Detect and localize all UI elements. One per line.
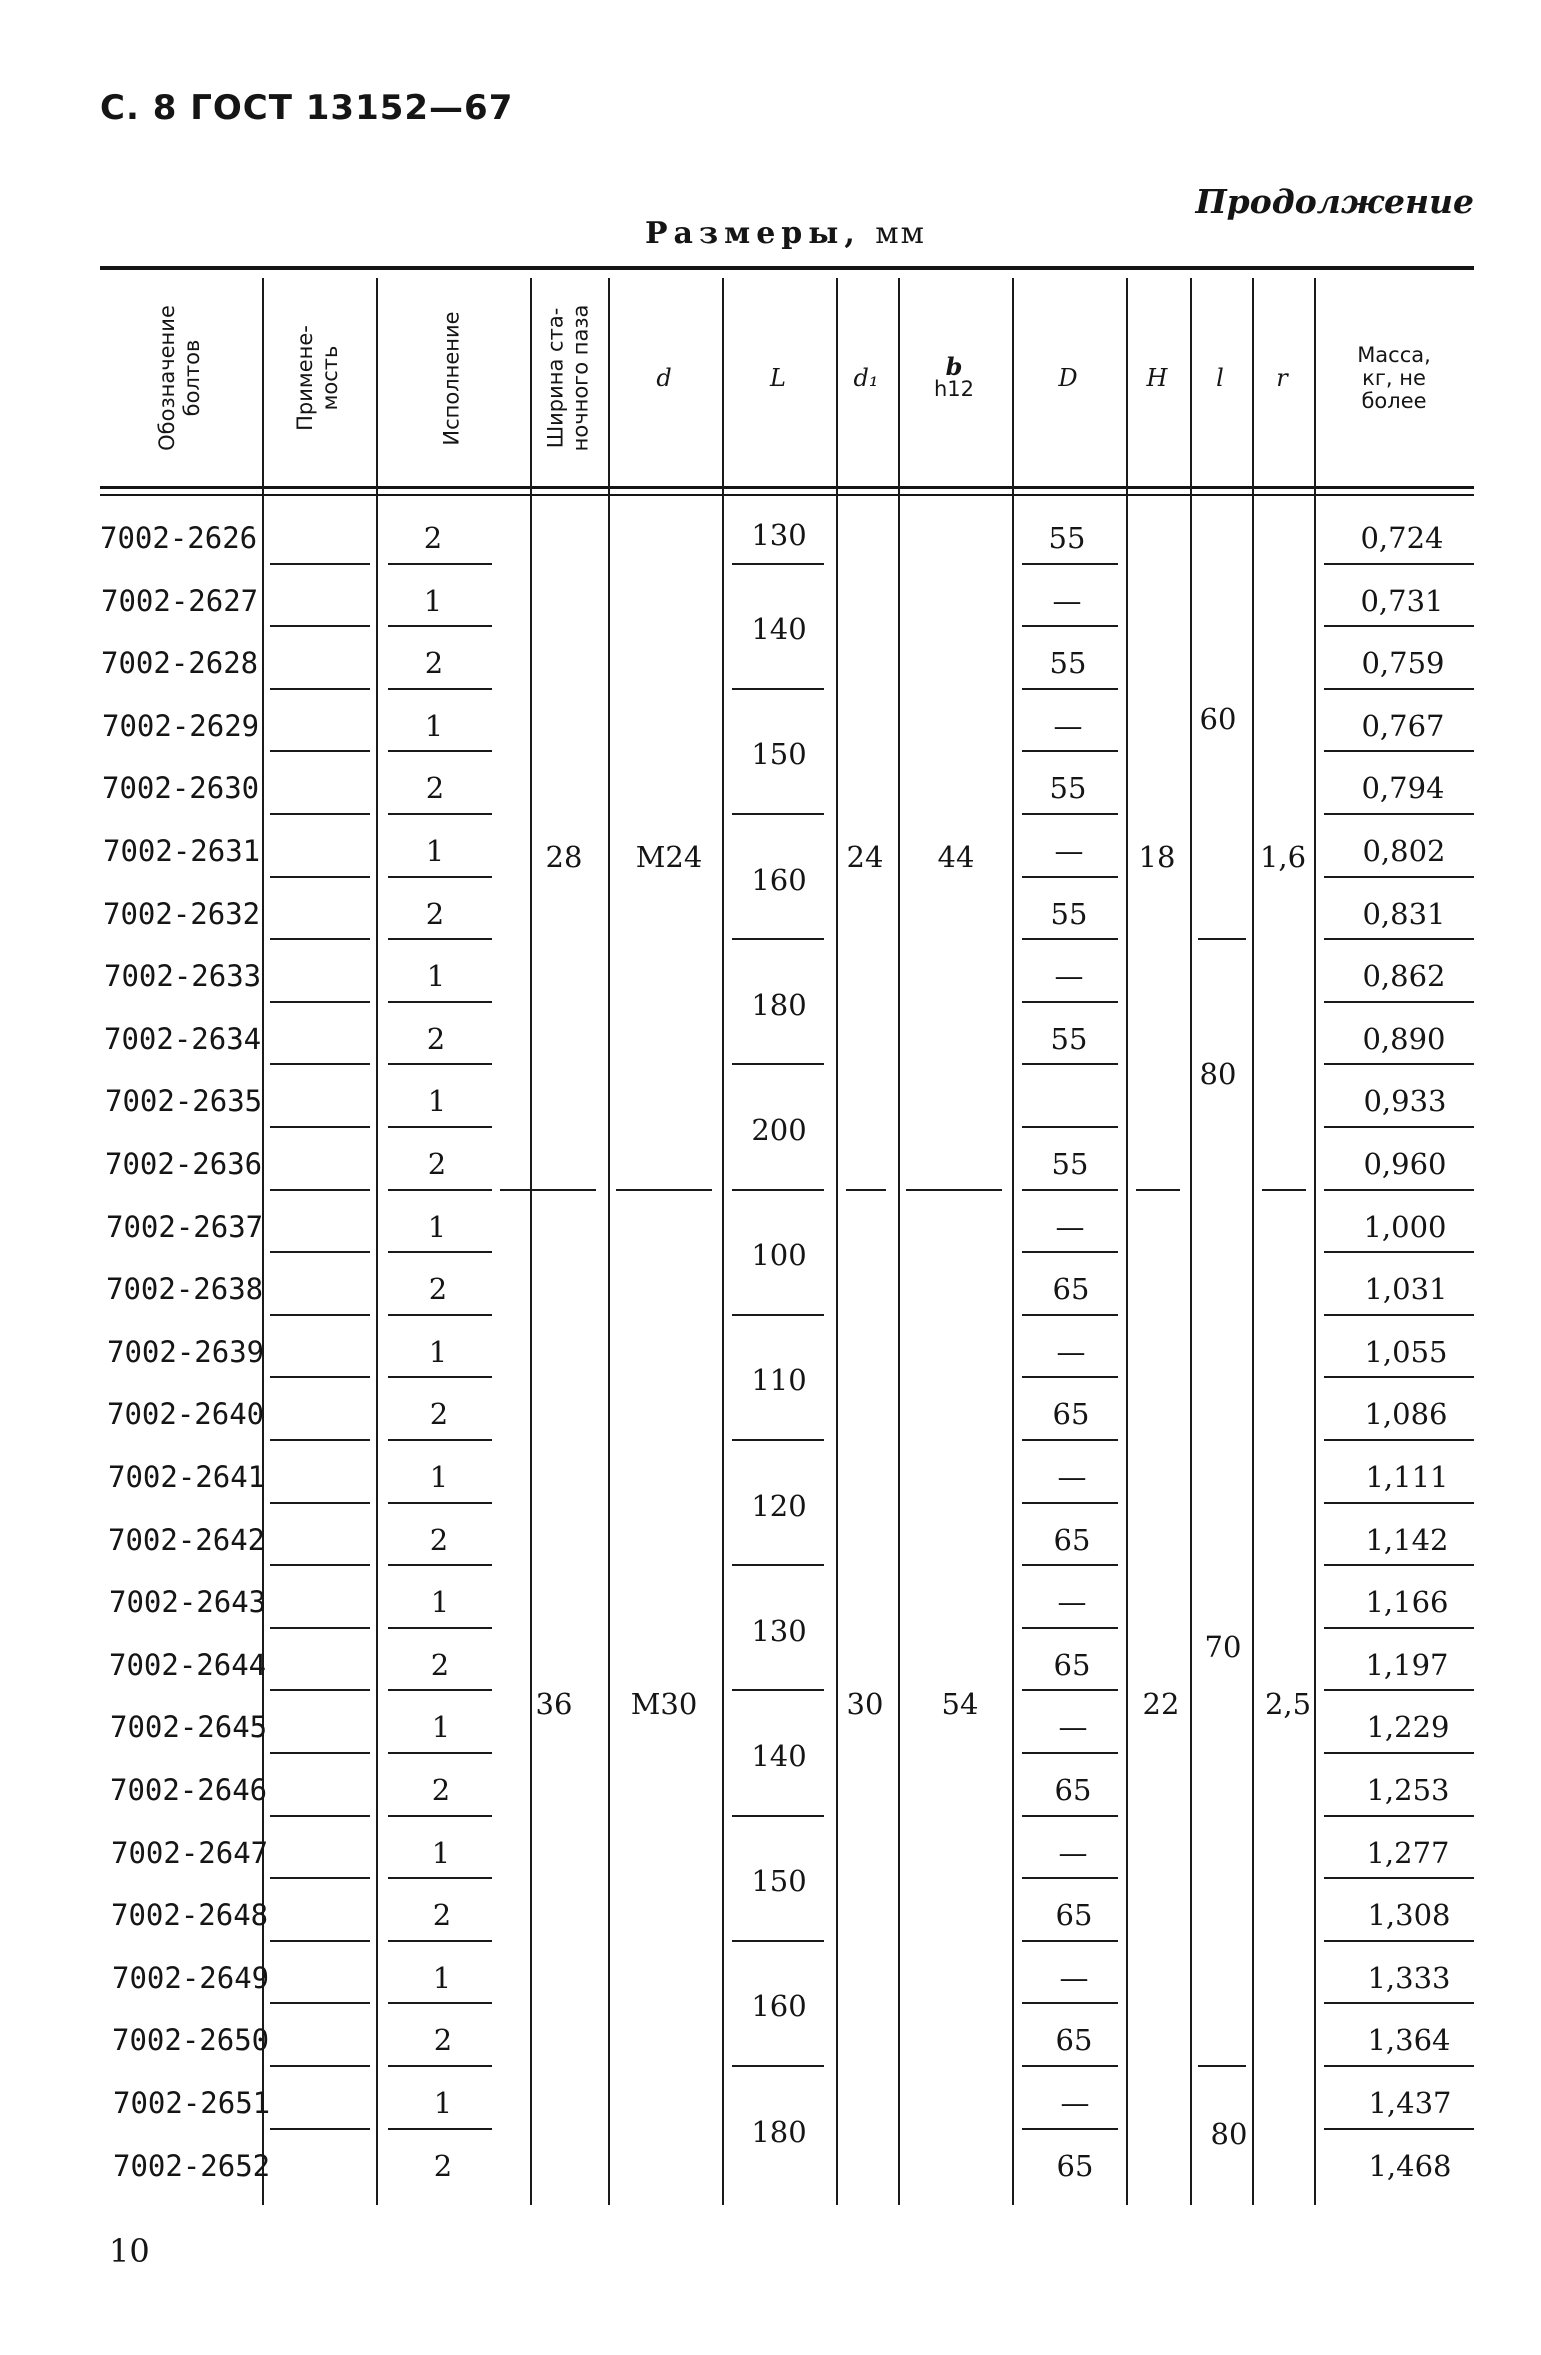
row-rule — [270, 1564, 370, 1566]
version-cell: 2 — [425, 771, 445, 806]
column-line — [1252, 278, 1254, 2205]
row-rule — [270, 563, 370, 565]
D-cell: 65 — [1056, 2148, 1094, 2183]
row-rule — [1022, 688, 1118, 690]
designation-cell: 7002-2649 — [112, 1960, 270, 1995]
mass-cell: 1,277 — [1366, 1835, 1450, 1870]
row-rule — [1022, 2002, 1118, 2004]
row-rule — [270, 2002, 370, 2004]
designation-cell: 7002-2651 — [113, 2086, 271, 2120]
row-rule — [270, 1063, 370, 1065]
row-rule — [732, 1063, 824, 1065]
row-rule — [270, 1627, 370, 1629]
H-group-2: 22 — [1142, 1687, 1180, 1721]
header-designation: Обозначение болтов — [155, 305, 204, 451]
row-rule — [1022, 1126, 1118, 1128]
L-cell: 120 — [751, 1488, 807, 1523]
mass-cell: 0,890 — [1362, 1021, 1446, 1056]
mass-cell: 0,767 — [1361, 708, 1445, 743]
D-cell: 65 — [1052, 1397, 1090, 1432]
row-rule — [1022, 1376, 1118, 1378]
version-cell: 1 — [425, 834, 445, 868]
mass-cell: 1,086 — [1364, 1397, 1448, 1432]
header-b-tolerance: h12 — [933, 377, 975, 401]
row-rule — [1324, 2128, 1474, 2130]
row-rule — [732, 1314, 824, 1316]
row-rule — [388, 1877, 492, 1879]
D-cell: — — [1057, 1460, 1087, 1494]
designation-cell: 7002-2645 — [110, 1710, 268, 1745]
mass-cell: 1,364 — [1367, 2023, 1451, 2058]
row-rule — [270, 2065, 370, 2067]
l-value-80-a: 80 — [1199, 1057, 1237, 1091]
version-cell: 1 — [432, 1960, 452, 1995]
designation-cell: 7002-2634 — [104, 1021, 262, 1056]
column-line — [836, 278, 838, 2205]
row-rule — [388, 2065, 492, 2067]
version-cell: 2 — [424, 646, 444, 681]
row-rule — [1324, 750, 1474, 752]
row-rule — [270, 1815, 370, 1817]
L-cell: 140 — [751, 1739, 807, 1773]
continuation-label: Продолжение — [1195, 182, 1474, 221]
designation-cell: 7002-2635 — [105, 1084, 263, 1119]
designation-cell: 7002-2627 — [101, 583, 259, 618]
row-rule — [732, 2065, 824, 2067]
slot-width-group-1: 28 — [545, 840, 583, 874]
row-rule — [1022, 2128, 1118, 2130]
D-cell: 55 — [1051, 1147, 1089, 1181]
mass-cell: 1,142 — [1365, 1522, 1449, 1557]
row-rule — [1022, 1251, 1118, 1253]
row-rule — [270, 1001, 370, 1003]
version-cell: 1 — [427, 1209, 447, 1244]
row-rule — [1022, 563, 1118, 565]
designation-cell: 7002-2643 — [109, 1585, 267, 1620]
mass-cell: 1,229 — [1366, 1710, 1450, 1745]
mass-cell: 1,437 — [1368, 2086, 1452, 2120]
row-rule — [270, 1439, 370, 1441]
version-cell: 1 — [427, 1084, 447, 1119]
designation-cell: 7002-2636 — [105, 1147, 263, 1181]
row-rule — [500, 1189, 596, 1191]
row-rule — [732, 1439, 824, 1441]
L-cell: 160 — [751, 862, 807, 897]
version-cell: 1 — [428, 1334, 448, 1369]
D-cell: 55 — [1049, 771, 1087, 806]
L-cell: 110 — [751, 1363, 807, 1398]
D-cell: 65 — [1055, 2023, 1093, 2058]
designation-cell: 7002-2641 — [108, 1460, 266, 1494]
L-cell: 130 — [751, 518, 807, 553]
row-rule — [1324, 1376, 1474, 1378]
dimensions-caption-unit: мм — [875, 216, 926, 251]
version-cell: 2 — [433, 2023, 453, 2058]
mass-cell: 0,724 — [1360, 521, 1444, 555]
dimensions-caption — [645, 216, 926, 251]
column-line — [608, 278, 610, 2205]
row-rule — [388, 1063, 492, 1065]
designation-cell: 7002-2652 — [113, 2148, 271, 2183]
row-rule — [388, 2002, 492, 2004]
row-rule — [732, 1689, 824, 1691]
version-cell: 2 — [423, 521, 443, 555]
row-rule — [388, 1189, 492, 1191]
L-cell: 180 — [751, 2114, 807, 2149]
row-rule — [270, 1189, 370, 1191]
designation-cell: 7002-2639 — [107, 1334, 265, 1369]
row-rule — [1022, 1815, 1118, 1817]
row-rule — [388, 1314, 492, 1316]
mass-cell: 1,111 — [1365, 1460, 1449, 1494]
row-rule — [388, 1564, 492, 1566]
row-rule — [270, 750, 370, 752]
row-rule — [732, 813, 824, 815]
mass-cell: 1,166 — [1365, 1585, 1449, 1620]
mass-cell: 1,333 — [1367, 1960, 1451, 1995]
row-rule — [388, 1376, 492, 1378]
row-rule — [732, 1189, 824, 1191]
row-rule — [270, 938, 370, 940]
row-rule — [270, 1502, 370, 1504]
row-rule — [1324, 1001, 1474, 1003]
row-rule — [1022, 1564, 1118, 1566]
designation-cell: 7002-2646 — [110, 1773, 268, 1807]
page-header: С. 8 ГОСТ 13152—67 — [100, 88, 514, 128]
row-rule — [1022, 1752, 1118, 1754]
page-number: 10 — [109, 2232, 150, 2270]
header-version: Исполнение — [439, 310, 464, 446]
row-rule — [270, 1251, 370, 1253]
row-rule — [1324, 1439, 1474, 1441]
header-bottom-rule — [100, 486, 1474, 489]
row-rule — [1022, 1627, 1118, 1629]
row-rule — [388, 876, 492, 878]
L-cell: 150 — [751, 737, 807, 772]
version-cell: 1 — [429, 1460, 449, 1494]
D-cell: 65 — [1052, 1272, 1090, 1307]
header-slot-width: Ширина ста- ночного паза — [543, 304, 593, 452]
row-rule — [1022, 1877, 1118, 1879]
row-rule — [1324, 1063, 1474, 1065]
row-rule — [270, 1877, 370, 1879]
row-rule — [388, 688, 492, 690]
row-rule — [270, 625, 370, 627]
mass-cell: 1,468 — [1368, 2148, 1452, 2183]
header-application: Примене- мость — [292, 325, 342, 431]
L-cell: 150 — [751, 1864, 807, 1899]
D-cell: — — [1060, 2086, 1090, 2120]
D-cell: 55 — [1048, 521, 1086, 555]
header-mass: Масса, кг, не более — [1357, 342, 1431, 413]
version-cell: 2 — [431, 1773, 451, 1807]
row-rule — [388, 1940, 492, 1942]
row-rule — [1022, 1189, 1118, 1191]
mass-cell: 0,831 — [1362, 896, 1446, 931]
L-cell: 180 — [751, 987, 807, 1022]
D-cell: — — [1058, 1835, 1088, 1870]
D-cell: — — [1055, 1209, 1085, 1244]
version-cell: 2 — [432, 1898, 452, 1933]
row-rule — [1324, 1689, 1474, 1691]
D-cell: — — [1054, 834, 1084, 868]
mass-cell: 1,031 — [1364, 1272, 1448, 1307]
b-group-2: 54 — [941, 1687, 979, 1721]
row-rule — [1324, 1564, 1474, 1566]
header-l: l — [1216, 364, 1224, 392]
designation-cell: 7002-2629 — [102, 708, 260, 743]
row-rule — [732, 938, 824, 940]
designation-cell: 7002-2650 — [112, 2023, 270, 2058]
L-cell: 130 — [751, 1613, 807, 1648]
version-cell: 2 — [429, 1522, 449, 1557]
l-value-80-b: 80 — [1210, 2117, 1248, 2151]
row-rule — [1324, 1502, 1474, 1504]
row-rule — [388, 1001, 492, 1003]
row-rule — [270, 813, 370, 815]
d-group-1: M24 — [635, 840, 703, 874]
version-cell: 1 — [424, 708, 444, 743]
row-rule — [270, 1940, 370, 1942]
row-rule — [270, 2128, 370, 2130]
designation-cell: 7002-2638 — [106, 1272, 264, 1307]
row-rule — [1324, 2002, 1474, 2004]
row-rule — [1324, 563, 1474, 565]
row-rule — [1324, 1251, 1474, 1253]
designation-cell: 7002-2633 — [104, 959, 262, 994]
designation-cell: 7002-2626 — [100, 521, 258, 555]
row-rule — [270, 1314, 370, 1316]
header-d1: d₁ — [853, 364, 879, 392]
version-cell: 1 — [431, 1710, 451, 1745]
mass-cell: 0,731 — [1360, 583, 1444, 618]
row-rule — [270, 1376, 370, 1378]
L-cell: 160 — [751, 1989, 807, 2024]
row-rule — [388, 1439, 492, 1441]
row-rule — [732, 1940, 824, 1942]
version-cell: 2 — [428, 1272, 448, 1307]
version-cell: 1 — [431, 1835, 451, 1870]
D-cell: — — [1054, 959, 1084, 994]
row-rule — [388, 1126, 492, 1128]
row-rule — [1324, 1752, 1474, 1754]
row-rule — [1022, 750, 1118, 752]
row-rule — [1022, 1940, 1118, 1942]
mass-cell: 0,759 — [1361, 646, 1445, 681]
row-rule — [1324, 813, 1474, 815]
D-cell: 65 — [1053, 1522, 1091, 1557]
row-rule — [270, 1689, 370, 1691]
version-cell: 1 — [430, 1585, 450, 1620]
D-cell: 65 — [1054, 1773, 1092, 1807]
row-rule — [1022, 1689, 1118, 1691]
D-cell: 55 — [1050, 1021, 1088, 1056]
designation-cell: 7002-2640 — [107, 1397, 265, 1432]
row-rule — [846, 1189, 886, 1191]
row-rule — [1324, 1314, 1474, 1316]
mass-cell: 0,802 — [1362, 834, 1446, 868]
version-cell: 1 — [426, 959, 446, 994]
column-line — [1126, 278, 1128, 2205]
designation-cell: 7002-2642 — [108, 1522, 266, 1557]
header-b-symbol: b — [945, 352, 963, 381]
l-value-60: 60 — [1199, 702, 1237, 736]
slot-width-group-2: 36 — [535, 1687, 573, 1721]
row-rule — [1198, 938, 1246, 940]
column-line — [1012, 278, 1014, 2205]
column-line — [898, 278, 900, 2205]
row-rule — [732, 1815, 824, 1817]
row-rule — [388, 750, 492, 752]
row-rule — [616, 1189, 712, 1191]
row-rule — [388, 938, 492, 940]
row-rule — [732, 563, 824, 565]
row-rule — [1324, 625, 1474, 627]
header-bottom-rule-2 — [100, 494, 1474, 496]
row-rule — [388, 625, 492, 627]
row-rule — [1022, 625, 1118, 627]
row-rule — [1022, 1439, 1118, 1441]
designation-cell: 7002-2628 — [101, 646, 259, 681]
row-rule — [1022, 2065, 1118, 2067]
version-cell: 2 — [430, 1647, 450, 1682]
header-D: D — [1058, 364, 1078, 392]
mass-cell: 1,253 — [1366, 1773, 1450, 1807]
d1-group-1: 24 — [846, 840, 884, 874]
row-rule — [1022, 1063, 1118, 1065]
row-rule — [388, 1251, 492, 1253]
row-rule — [732, 688, 824, 690]
l-value-70: 70 — [1204, 1630, 1242, 1664]
row-rule — [1324, 1126, 1474, 1128]
row-rule — [1324, 688, 1474, 690]
mass-cell: 1,055 — [1364, 1334, 1448, 1369]
version-cell: 1 — [433, 2086, 453, 2120]
row-rule — [1022, 938, 1118, 940]
row-rule — [906, 1189, 1002, 1191]
row-rule — [388, 1689, 492, 1691]
header-b — [898, 270, 1010, 486]
L-cell: 100 — [751, 1238, 807, 1273]
row-rule — [388, 813, 492, 815]
column-line — [722, 278, 724, 2205]
version-cell: 2 — [429, 1397, 449, 1432]
row-rule — [270, 1752, 370, 1754]
row-rule — [1324, 1940, 1474, 1942]
D-cell: — — [1056, 1334, 1086, 1369]
b-group-1: 44 — [937, 840, 975, 874]
mass-cell: 0,933 — [1363, 1084, 1447, 1119]
D-cell: 55 — [1050, 896, 1088, 931]
r-group-2: 2,5 — [1264, 1687, 1312, 1721]
row-rule — [1262, 1189, 1306, 1191]
row-rule — [732, 1564, 824, 1566]
L-cell: 200 — [751, 1113, 807, 1147]
d1-group-2: 30 — [846, 1687, 884, 1721]
mass-cell: 0,960 — [1363, 1147, 1447, 1181]
mass-cell: 0,862 — [1362, 959, 1446, 994]
row-rule — [1324, 1189, 1474, 1191]
designation-cell: 7002-2648 — [111, 1898, 269, 1933]
row-rule — [270, 688, 370, 690]
designation-cell: 7002-2637 — [106, 1209, 264, 1244]
row-rule — [1324, 2065, 1474, 2067]
row-rule — [270, 1126, 370, 1128]
designation-cell: 7002-2630 — [102, 771, 260, 806]
mass-cell: 0,794 — [1361, 771, 1445, 806]
version-cell: 2 — [433, 2148, 453, 2183]
designation-cell: 7002-2644 — [109, 1647, 267, 1682]
D-cell: — — [1057, 1585, 1087, 1620]
D-cell: 65 — [1055, 1898, 1093, 1933]
row-rule — [1324, 876, 1474, 878]
designation-cell: 7002-2631 — [103, 834, 261, 868]
header-H: H — [1146, 364, 1168, 392]
version-cell: 2 — [427, 1147, 447, 1181]
header-L: L — [770, 364, 786, 392]
designation-cell: 7002-2632 — [103, 896, 261, 931]
header-r: r — [1276, 364, 1288, 392]
row-rule — [1136, 1189, 1180, 1191]
L-cell: 140 — [751, 612, 807, 647]
row-rule — [1324, 1877, 1474, 1879]
D-cell: — — [1053, 708, 1083, 743]
column-line — [530, 278, 532, 2205]
version-cell: 2 — [426, 1021, 446, 1056]
row-rule — [1324, 938, 1474, 940]
row-rule — [1022, 1314, 1118, 1316]
row-rule — [1022, 876, 1118, 878]
designation-cell: 7002-2647 — [111, 1835, 269, 1870]
row-rule — [1022, 1001, 1118, 1003]
row-rule — [388, 1502, 492, 1504]
row-rule — [388, 563, 492, 565]
column-line — [1190, 278, 1192, 2205]
column-line — [1314, 278, 1316, 2205]
D-cell: — — [1058, 1710, 1088, 1745]
header-d: d — [656, 364, 672, 392]
row-rule — [388, 1752, 492, 1754]
mass-cell: 1,308 — [1367, 1898, 1451, 1933]
r-group-1: 1,6 — [1259, 840, 1307, 874]
row-rule — [388, 1815, 492, 1817]
D-cell: — — [1059, 1960, 1089, 1995]
row-rule — [1198, 2065, 1246, 2067]
row-rule — [1022, 813, 1118, 815]
row-rule — [1022, 1502, 1118, 1504]
D-cell: 65 — [1053, 1647, 1091, 1682]
row-rule — [388, 2128, 492, 2130]
mass-cell: 1,197 — [1365, 1647, 1449, 1682]
D-cell: — — [1052, 583, 1082, 618]
D-cell: 55 — [1049, 646, 1087, 681]
mass-cell: 1,000 — [1363, 1209, 1447, 1244]
dimensions-caption-main: Размеры, — [645, 216, 861, 251]
version-cell: 1 — [423, 583, 443, 618]
row-rule — [1324, 1627, 1474, 1629]
column-line — [376, 278, 378, 2205]
H-group-1: 18 — [1138, 840, 1176, 874]
row-rule — [270, 876, 370, 878]
version-cell: 2 — [425, 896, 445, 931]
row-rule — [1324, 1815, 1474, 1817]
d-group-2: M30 — [630, 1687, 698, 1721]
row-rule — [388, 1627, 492, 1629]
